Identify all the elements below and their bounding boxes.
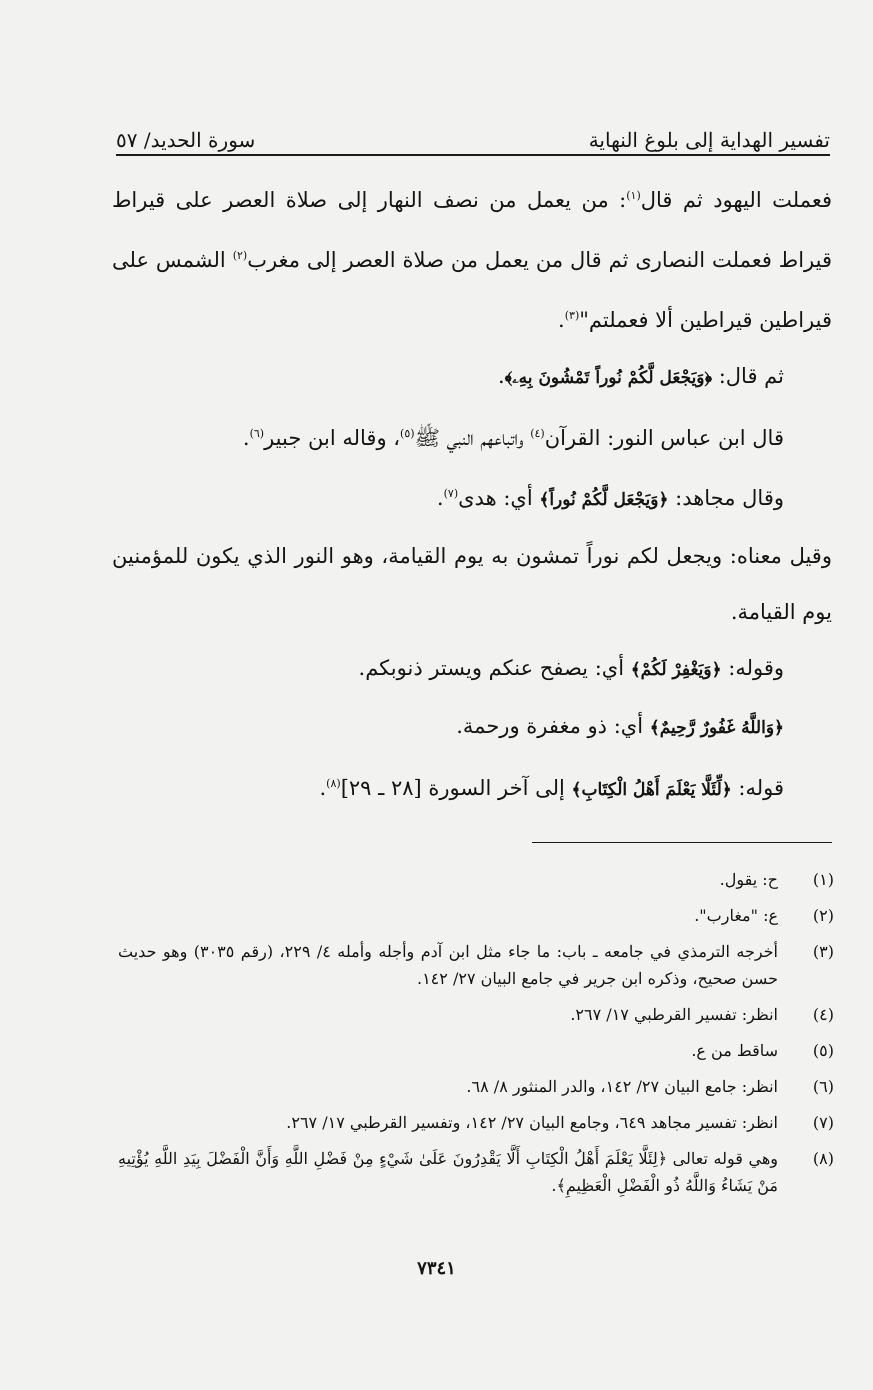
footnote-number: (٦) bbox=[812, 1077, 834, 1096]
footnote bbox=[118, 1001, 834, 1028]
quran-quote: ﴿وَاللَّهُ غَفُورٌ رَّحِيمٌ﴾ bbox=[649, 718, 784, 738]
footnote-text: ساقط من ع. bbox=[691, 1041, 778, 1060]
footnote-ref-8[interactable]: (٨) bbox=[326, 777, 341, 790]
running-header bbox=[116, 112, 830, 152]
footnote-number: (٥) bbox=[812, 1041, 834, 1060]
footnote bbox=[118, 1073, 834, 1100]
main-text bbox=[112, 168, 832, 818]
paragraph-forgiveness: وقوله: ﴿وَيَغْفِرْ لَكُمْ﴾ أي: يصفح عنكم ويستر ذنوبكم. bbox=[358, 656, 784, 680]
footnote-number: (٨) bbox=[812, 1149, 834, 1168]
footnote bbox=[118, 866, 834, 893]
paragraph-people-of-book: قوله: ﴿لِّئَلَّا يَعْلَمَ أَهْلُ الْكِتَابِ﴾ إلى آخر السورة [٢٨ ـ ٢٩]$^{(٨)}$. bbox=[319, 776, 784, 800]
footnote-separator bbox=[532, 842, 832, 843]
footnote-number: (٤) bbox=[812, 1005, 834, 1024]
footnote-text: وهي قوله تعالى ﴿لِئَلَّا يَعْلَمَ أَهْلُ الْكِتَابِ أَلَّا يَقْدِرُونَ عَلَىٰ شَيْءٍ مِنْ فَضْلِ اللَّهِ وَأَنَّ الْفَضْلَ بِيَدِ اللَّهِ يُؤْتِيهِ مَنْ يَشَاءُ وَاللَّهُ ذُو الْفَضْلِ الْعَظِيمِ﴾. bbox=[118, 1149, 778, 1195]
footnote-ref-1[interactable]: (١) bbox=[626, 189, 641, 202]
footnote-number: (٣) bbox=[812, 942, 834, 961]
quran-quote: ﴿لِّئَلَّا يَعْلَمَ أَهْلُ الْكِتَابِ﴾ bbox=[571, 780, 732, 800]
footnote-ref-4[interactable]: (٤) bbox=[530, 427, 545, 440]
footnote-text: انظر: تفسير القرطبي ١٧/ ٢٦٧. bbox=[570, 1005, 778, 1024]
header-rule bbox=[116, 154, 830, 156]
quran-quote: ﴿وَيَجْعَل لَّكُمْ نُوراً﴾ bbox=[539, 490, 669, 510]
footnote-ref-7[interactable]: (٧) bbox=[443, 487, 459, 500]
book-title: تفسير الهداية إلى بلوغ النهاية bbox=[588, 128, 830, 152]
footnotes bbox=[118, 866, 834, 1208]
footnote bbox=[118, 1037, 834, 1064]
footnote-number: (١) bbox=[812, 870, 834, 889]
footnote-number: (٧) bbox=[812, 1113, 834, 1132]
footnote bbox=[118, 1145, 834, 1199]
footnote-text: انظر: تفسير مجاهد ٦٤٩، وجامع البيان ٢٧/ ١٤٢، وتفسير القرطبي ١٧/ ٢٦٧. bbox=[286, 1113, 778, 1132]
page-number: ٧٣٤١ bbox=[417, 1258, 456, 1279]
footnote-ref-2[interactable]: (٢) bbox=[232, 249, 248, 262]
paragraph-mercy: ﴿وَاللَّهُ غَفُورٌ رَّحِيمٌ﴾ أي: ذو مغفرة ورحمة. bbox=[456, 714, 784, 738]
footnote-ref-6[interactable]: (٦) bbox=[249, 427, 265, 440]
surah-page-label: سورة الحديد/ ٥٧ bbox=[116, 128, 256, 152]
quran-quote: ﴿وَيَغْفِرْ لَكُمْ﴾ bbox=[630, 660, 722, 680]
paragraph-meaning: وقيل معناه: ويجعل لكم نوراً تمشون به يوم القيامة، وهو النور الذي يكون للمؤمنين يوم القيامة. bbox=[112, 544, 832, 624]
paragraph-hadith: فعملت اليهود ثم قال$^{(١)}$: من يعمل من نصف النهار إلى صلاة العصر على قيراط قيراط فعملت النصارى ثم قال من يعمل من صلاة العصر إلى مغرب$^{(٢)}$ الشمس على قيراطين قيراطين ألا فعملتم"$^{(٣)}$. bbox=[112, 188, 833, 332]
footnote-text: أخرجه الترمذي في جامعه ـ باب: ما جاء مثل ابن آدم وأجله وأمله ٤/ ٢٢٩، (رقم ٣٠٣٥) وهو حديث حسن صحيح، وذكره ابن جرير في جامع البيان ٢٧/ ١٤٢. bbox=[118, 942, 778, 988]
footnote-ref-5[interactable]: (٥) bbox=[400, 427, 415, 440]
footnote-text: انظر: جامع البيان ٢٧/ ١٤٢، والدر المنثور ٨/ ٦٨. bbox=[466, 1077, 778, 1096]
footnote-text: ع: "مغارب". bbox=[694, 906, 778, 925]
footnote-ref-3[interactable]: (٣) bbox=[564, 309, 580, 322]
footnote bbox=[118, 938, 834, 992]
paragraph-mujahid: وقال مجاهد: ﴿وَيَجْعَل لَّكُمْ نُوراً﴾ أي: هدى$^{(٧)}$. bbox=[436, 486, 784, 510]
footnote bbox=[118, 902, 834, 929]
paragraph-verse-light: ثم قال: ﴿وَيَجْعَل لَّكُمْ نُوراً تَمْشُونَ بِهِۦ﴾. bbox=[498, 364, 784, 388]
footnote-text: ح: يقول. bbox=[719, 870, 778, 889]
quran-quote: ﴿وَيَجْعَل لَّكُمْ نُوراً تَمْشُونَ بِهِۦ﴾ bbox=[504, 368, 713, 388]
paragraph-ibn-abbas: قال ابن عباس النور: القرآن$^{(٤)}$ واتباعهم النبي ﷺ$^{(٥)}$، وقاله ابن جبير$^{(٦)}$. bbox=[242, 426, 784, 450]
footnote-number: (٢) bbox=[812, 906, 834, 925]
footnote bbox=[118, 1109, 834, 1136]
